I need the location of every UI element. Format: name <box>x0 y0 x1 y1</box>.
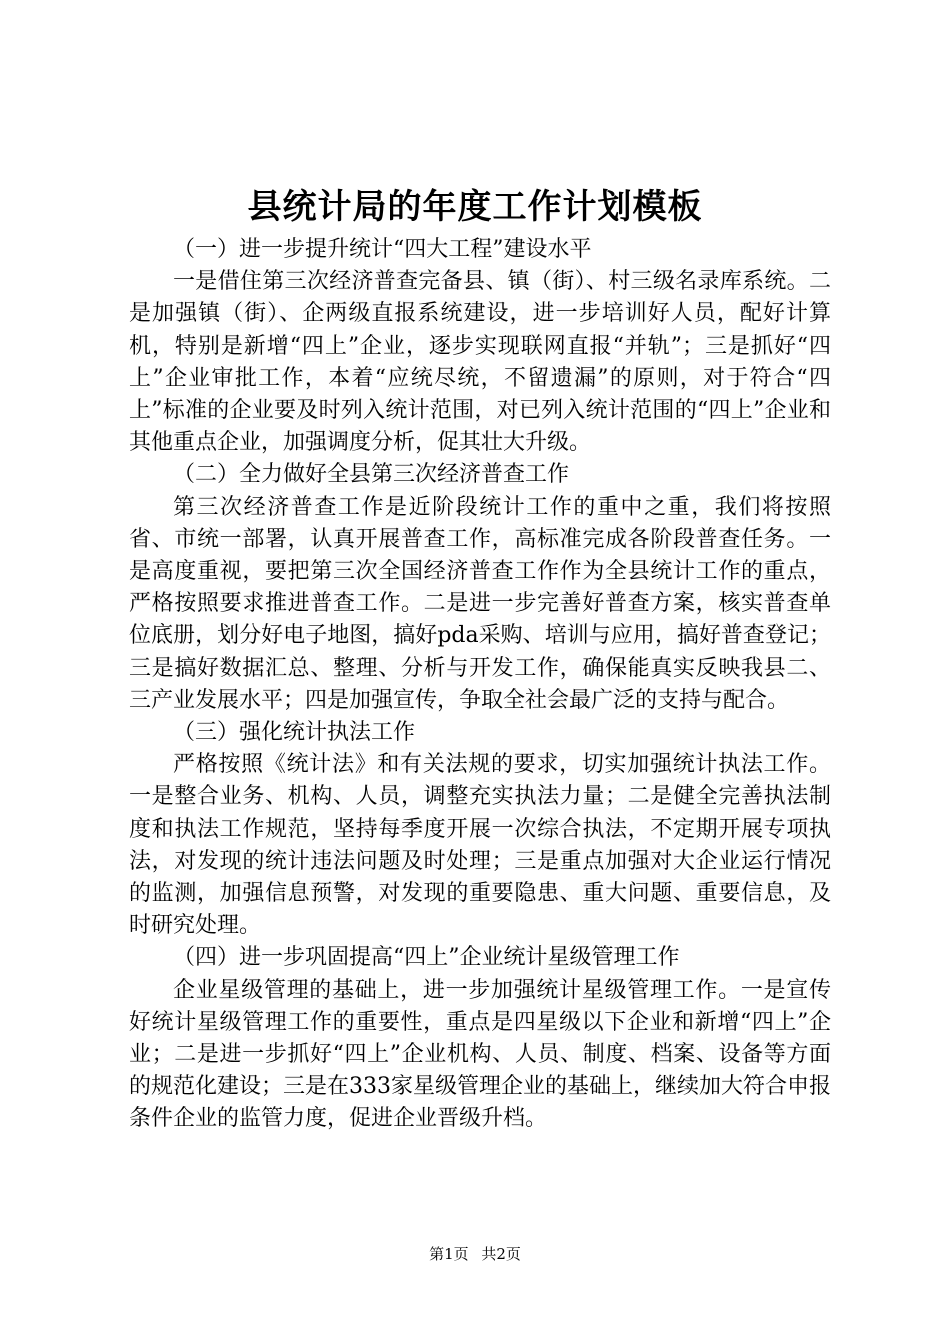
page-number: 第1页 <box>429 1245 469 1263</box>
section-paragraph-2: 第三次经济普查工作是近阶段统计工作的重中之重，我们将按照省、市统一部署，认真开展普查工作，高标准完成各阶段普查任务。一是高度重视，要把第三次全国经济普查工作作为全县统计工作的重点，严格按照要求推进普查工作。二是进一步完善好普查方案，核实普查单位底册，划分好电子地图，搞好pda采购、培训与应用，搞好普查登记；三是搞好数据汇总、整理、分析与开发工作，确保能真实反映我县二、三产业发展水平；四是加强宣传，争取全社会最广泛的支持与配合。 <box>129 494 831 713</box>
section-paragraph-3: 严格按照《统计法》和有关法规的要求，切实加强统计执法工作。一是整合业务、机构、人员，调整充实执法力量；二是健全完善执法制度和执法工作规范，坚持每季度开展一次综合执法，不定期开展专项执法，对发现的统计违法问题及时处理；三是重点加强对大企业运行情况的监测，加强信息预警，对发现的重要隐患、重大问题、重要信息，及时研究处理。 <box>129 752 831 939</box>
document-body <box>129 234 831 1136</box>
section-heading-1: （一）进一步提升统计“四大工程”建设水平 <box>173 237 592 262</box>
section-paragraph-4: 企业星级管理的基础上，进一步加强统计星级管理工作。一是宣传好统计星级管理工作的重要性，重点是四星级以下企业和新增“四上”企业；二是进一步抓好“四上”企业机构、人员、制度、档案、设备等方面的规范化建设；三是在333家星级管理企业的基础上，继续加大符合申报条件企业的监管力度，促进企业晋级升档。 <box>129 977 831 1132</box>
section-paragraph-1: 一是借住第三次经济普查完备县、镇（街）、村三级名录库系统。二是加强镇（街）、企两级直报系统建设，进一步培训好人员，配好计算机，特别是新增“四上”企业，逐步实现联网直报“并轨”；三是抓好“四上”企业审批工作，本着“应统尽统，不留遗漏”的原则，对于符合“四上”标准的企业要及时列入统计范围，对已列入统计范围的“四上”企业和其他重点企业，加强调度分析，促其壮大升级。 <box>129 269 831 456</box>
page-total: 共2页 <box>481 1245 521 1263</box>
section-heading-3: （三）强化统计执法工作 <box>173 720 416 746</box>
section-heading-4: （四）进一步巩固提高“四上”企业统计星级管理工作 <box>173 945 680 971</box>
section-heading-2: （二）全力做好全县第三次经济普查工作 <box>173 462 570 488</box>
page-footer <box>0 1244 950 1264</box>
document-title: 县统计局的年度工作计划模板 <box>247 187 703 227</box>
